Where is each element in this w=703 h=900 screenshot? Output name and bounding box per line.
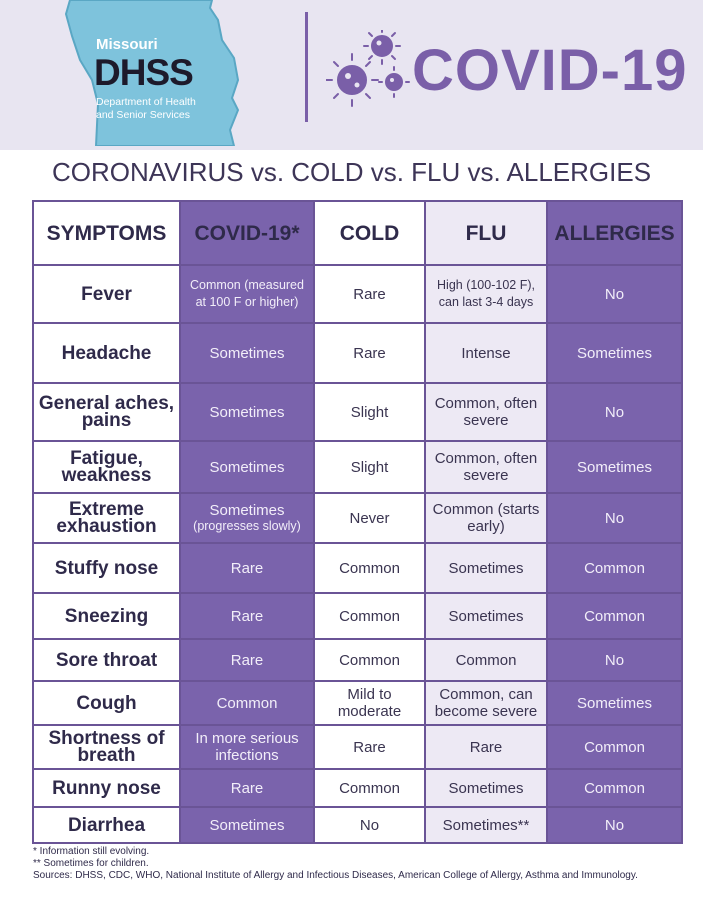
allergies-cell: Sometimes — [547, 323, 682, 383]
table-row — [33, 493, 682, 543]
covid-cell-value: Sometimes — [209, 502, 285, 519]
table-row — [33, 323, 682, 383]
symptom-cell: Headache — [33, 323, 180, 383]
allergies-cell: Common — [547, 725, 682, 769]
covid-cell: In more serious infections — [180, 725, 314, 769]
allergies-cell: Common — [547, 769, 682, 807]
symptom-cell: Fatigue, weakness — [33, 441, 180, 493]
table-header-row — [33, 201, 682, 265]
header-covid: COVID-19* — [180, 201, 314, 265]
page-subtitle: CORONAVIRUS vs. COLD vs. FLU vs. ALLERGIES — [51, 157, 652, 187]
flu-cell: Sometimes — [425, 543, 547, 593]
flu-cell: Common, can become severe — [425, 681, 547, 725]
cold-cell: Common — [314, 543, 425, 593]
table-row — [33, 807, 682, 843]
covid-cell: Rare — [180, 593, 314, 639]
footnote-sources: Sources: DHSS, CDC, WHO, National Institute of Allergy and Infectious Diseases, American College of Allergy, Asthma and Immunology. — [33, 870, 638, 881]
cold-cell: Common — [314, 769, 425, 807]
flu-cell: Intense — [425, 323, 547, 383]
flu-cell: Common — [425, 639, 547, 681]
table-row — [33, 265, 682, 323]
covid-cell: Sometimes — [180, 807, 314, 843]
covid-cell: Rare — [180, 769, 314, 807]
table-row — [33, 383, 682, 441]
table-row — [33, 725, 682, 769]
footnotes — [33, 846, 693, 882]
header-banner — [0, 0, 703, 150]
allergies-cell: Common — [547, 543, 682, 593]
symptom-cell: Shortness of breath — [33, 725, 180, 769]
covid-cell: Sometimes — [180, 383, 314, 441]
covid-cell: Rare — [180, 639, 314, 681]
covid-cell — [180, 493, 314, 543]
covid-cell: Common — [180, 681, 314, 725]
flu-cell: Common, often severe — [425, 383, 547, 441]
symptom-cell: Cough — [33, 681, 180, 725]
symptom-cell: Extreme exhaustion — [33, 493, 180, 543]
logo-missouri: Missouri — [96, 36, 158, 53]
cold-cell: Mild to moderate — [314, 681, 425, 725]
symptom-cell: Stuffy nose — [33, 543, 180, 593]
flu-cell: Sometimes — [425, 769, 547, 807]
covid-cell: Sometimes — [180, 441, 314, 493]
symptom-cell: Fever — [33, 265, 180, 323]
symptom-cell: Sore throat — [33, 639, 180, 681]
flu-cell: Rare — [425, 725, 547, 769]
virus-icon — [326, 30, 410, 110]
table-row — [33, 543, 682, 593]
covid-cell: Rare — [180, 543, 314, 593]
footnote-evolving: * Information still evolving. — [33, 846, 150, 857]
allergies-cell: No — [547, 807, 682, 843]
table-row — [33, 441, 682, 493]
header-divider — [305, 12, 308, 122]
symptom-comparison-table — [32, 200, 683, 844]
flu-cell: Sometimes — [425, 593, 547, 639]
covid-title: COVID-19 — [412, 38, 688, 103]
allergies-cell: Sometimes — [547, 681, 682, 725]
flu-cell: Common (starts early) — [425, 493, 547, 543]
allergies-cell: Common — [547, 593, 682, 639]
header-cold: COLD — [314, 201, 425, 265]
allergies-cell: No — [547, 265, 682, 323]
flu-cell: Sometimes** — [425, 807, 547, 843]
logo-department-line2: and Senior Services — [96, 109, 190, 121]
covid-cell-note: (progresses slowly) — [193, 519, 301, 533]
symptom-cell: Runny nose — [33, 769, 180, 807]
cold-cell: Common — [314, 593, 425, 639]
cold-cell: Rare — [314, 265, 425, 323]
table-row — [33, 639, 682, 681]
table-row — [33, 769, 682, 807]
cold-cell: No — [314, 807, 425, 843]
flu-cell: Common, often severe — [425, 441, 547, 493]
logo-dhss: DHSS — [94, 52, 193, 93]
header-flu: FLU — [425, 201, 547, 265]
cold-cell: Slight — [314, 383, 425, 441]
allergies-cell: No — [547, 383, 682, 441]
covid-cell: Sometimes — [180, 323, 314, 383]
allergies-cell: No — [547, 493, 682, 543]
header-symptoms: SYMPTOMS — [33, 201, 180, 265]
cold-cell: Common — [314, 639, 425, 681]
symptom-cell: Diarrhea — [33, 807, 180, 843]
logo-department-line1: Department of Health — [96, 96, 196, 108]
cold-cell: Never — [314, 493, 425, 543]
cold-cell: Slight — [314, 441, 425, 493]
flu-cell: High (100-102 F), can last 3-4 days — [425, 265, 547, 323]
covid-cell: Common (measured at 100 F or higher) — [180, 265, 314, 323]
symptom-cell: Sneezing — [33, 593, 180, 639]
header-allergies: ALLERGIES — [547, 201, 682, 265]
symptom-cell: General aches, pains — [33, 383, 180, 441]
allergies-cell: No — [547, 639, 682, 681]
table-row — [33, 681, 682, 725]
table-row — [33, 593, 682, 639]
cold-cell: Rare — [314, 725, 425, 769]
allergies-cell: Sometimes — [547, 441, 682, 493]
footnote-children: ** Sometimes for children. — [33, 858, 149, 869]
cold-cell: Rare — [314, 323, 425, 383]
